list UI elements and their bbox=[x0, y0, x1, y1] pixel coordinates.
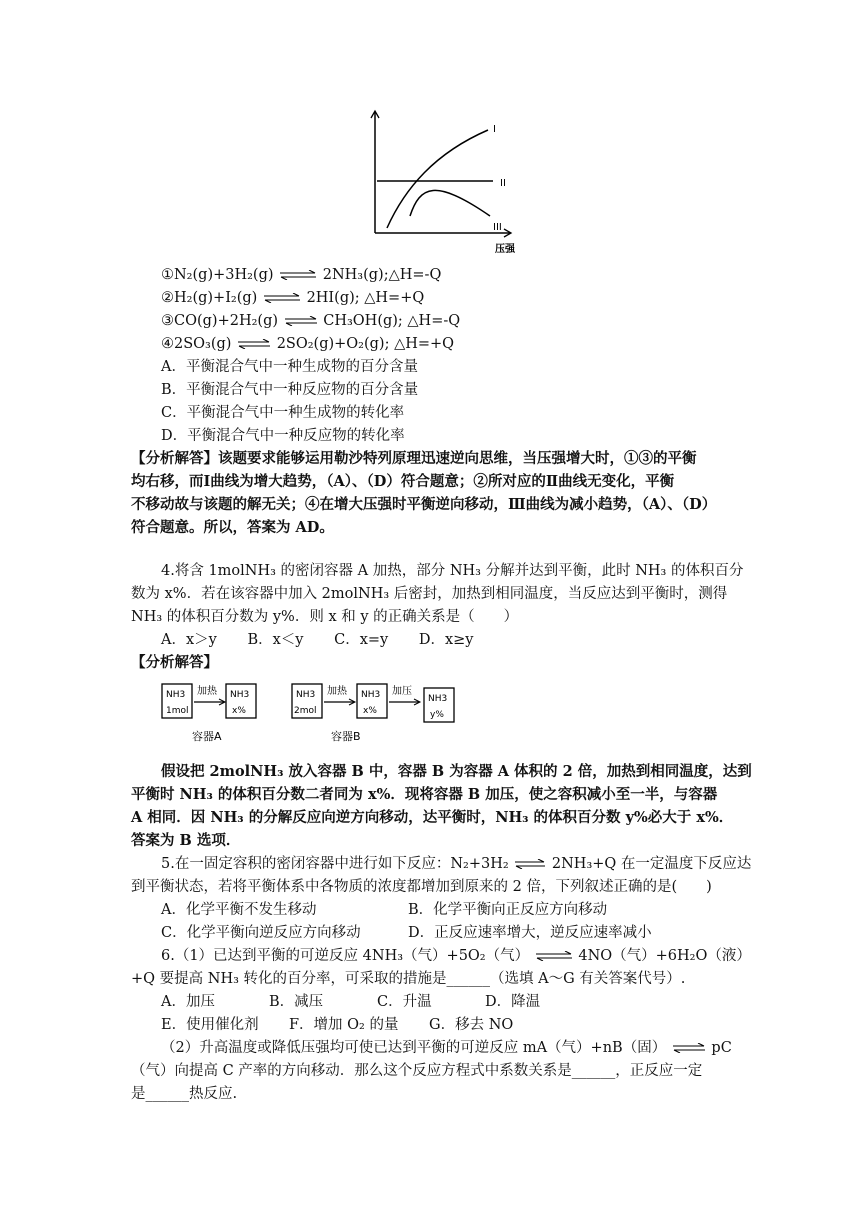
q4-answer-line-3: A 相同．因 NH₃ 的分解反应向逆方向移动，达平衡时，NH₃ 的体积百分数 y%必大于 x%． bbox=[131, 809, 734, 826]
q6-line-2: +Q 要提高 NH₃ 转化的百分率，可采取的措施是______（选填 A～G 有关答案代号）. bbox=[131, 971, 686, 987]
q4-option-c: C．x=y bbox=[334, 632, 389, 648]
q6-part2-line-2: （气）向提高 C 产率的方向移动．那么这个反应方程式中系数关系是______，正反应一定 bbox=[131, 1063, 703, 1079]
q3-analysis-line-3: 不移动故与该题的解无关；④在增大压强时平衡逆向移动，Ⅲ曲线为减小趋势，（A）、（D） bbox=[131, 496, 717, 513]
q6-option-a: A．加压 bbox=[161, 994, 215, 1010]
curve-III bbox=[410, 190, 490, 216]
q5-option-a: A．化学平衡不发生移动 bbox=[161, 902, 317, 918]
q3-option-b: B．平衡混合气中一种反应物的百分含量 bbox=[161, 382, 419, 398]
box-a1-bottom: 1mol bbox=[166, 706, 189, 716]
q4-answer-line-2: 平衡时 NH₃ 的体积百分数二者同为 x%．现将容器 B 加压，使之容积减小至一半，与容器 bbox=[131, 786, 718, 803]
q5-option-d: D．正反应速率增大，逆反应速率减小 bbox=[408, 925, 652, 941]
equilibrium-arrow-icon bbox=[236, 339, 272, 349]
q3-option-c: C．平衡混合气中一种生成物的转化率 bbox=[161, 405, 405, 421]
box-a2-top: NH3 bbox=[230, 690, 250, 700]
box-a2-bottom: x% bbox=[232, 706, 246, 716]
curve-label-III: III bbox=[493, 222, 502, 233]
container-a-label: 容器A bbox=[192, 730, 222, 743]
equilibrium-arrow-icon bbox=[671, 1043, 707, 1053]
q5-line-1: 5.在一固定容积的密闭容器中进行如下反应：N₂+3H₂ 2NH₃+Q 在一定温度下反应达 bbox=[161, 856, 752, 872]
q5-option-b: B．化学平衡向正反应方向移动 bbox=[408, 902, 608, 918]
q5-option-c: C．化学平衡向逆反应方向移动 bbox=[161, 925, 361, 941]
q6-option-g: G．移去 NO bbox=[429, 1017, 514, 1033]
box-b3-top: NH3 bbox=[428, 694, 448, 704]
box-b2-bottom: x% bbox=[363, 706, 377, 716]
q4-answer-line-1: 假设把 2molNH₃ 放入容器 B 中，容器 B 为容器 A 体积的 2 倍，加热到相同温度，达到 bbox=[161, 763, 752, 780]
container-b-label: 容器B bbox=[331, 730, 361, 743]
q6-option-d: D．降温 bbox=[485, 994, 541, 1010]
q4-analysis-title: 【分析解答】 bbox=[131, 654, 218, 671]
q3-analysis-line-2: 均右移，而Ⅰ曲线为增大趋势，（A）、（D）符合题意；②所对应的Ⅱ曲线无变化，平衡 bbox=[131, 473, 675, 490]
equilibrium-arrow-icon bbox=[278, 270, 318, 280]
q4-options bbox=[161, 629, 473, 651]
box-a1-top: NH3 bbox=[166, 690, 186, 700]
arrow-b1-label: 加热 bbox=[327, 686, 347, 697]
q4-option-b: B．x＜y bbox=[247, 632, 304, 648]
q6-options-row-2 bbox=[161, 1014, 513, 1036]
reaction-4: ④2SO₃(g) 2SO₂(g)+O₂(g); △H=+Q bbox=[161, 336, 455, 352]
container-diagram bbox=[158, 680, 468, 748]
q6-part2-line-1: （2）升高温度或降低压强均可使已达到平衡的可逆反应 mA（气）+nB（固） pC bbox=[161, 1040, 732, 1056]
curve-I bbox=[387, 130, 488, 228]
equilibrium-arrow-icon bbox=[283, 316, 319, 326]
reaction-3: ③CO(g)+2H₂(g) CH₃OH(g); △H=-Q bbox=[161, 313, 461, 329]
q4-line-3: NH₃ 的体积百分数为 y%．则 x 和 y 的正确关系是（ ） bbox=[131, 609, 519, 625]
q3-analysis-line-1: 【分析解答】该题要求能够运用勒沙特列原理迅速逆向思维，当压强增大时，①③的平衡 bbox=[131, 450, 697, 467]
equilibrium-arrow-icon bbox=[513, 859, 547, 869]
x-axis-label: 压强 bbox=[495, 244, 515, 255]
q4-option-d: D．x≥y bbox=[418, 632, 474, 648]
curve-label-I: I bbox=[493, 124, 496, 135]
box-b1-bottom: 2mol bbox=[294, 706, 317, 716]
q4-line-2: 数为 x%．若在该容器中加入 2molNH₃ 后密封，加热到相同温度，当反应达到平衡时，测得 bbox=[131, 586, 728, 602]
box-b2-top: NH3 bbox=[361, 690, 381, 700]
q4-option-a: A．x＞y bbox=[161, 632, 217, 648]
reaction-1: ①N₂(g)+3H₂(g) 2NH₃(g);△H=-Q bbox=[161, 267, 442, 283]
pressure-graph bbox=[365, 108, 525, 260]
q6-part2-line-3: 是______热反应. bbox=[131, 1086, 238, 1102]
q6-options-row-1 bbox=[161, 991, 540, 1013]
q4-answer-line-4: 答案为 B 选项． bbox=[131, 832, 241, 849]
q6-option-c: C．升温 bbox=[377, 994, 432, 1010]
box-b3-bottom: y% bbox=[430, 710, 444, 720]
q5-line-2: 到平衡状态，若将平衡体系中各物质的浓度都增加到原来的 2 倍，下列叙述正确的是( ) bbox=[131, 879, 712, 895]
q6-option-f: F．增加 O₂ 的量 bbox=[289, 1017, 399, 1033]
box-b1-top: NH3 bbox=[296, 690, 316, 700]
equilibrium-arrow-icon bbox=[534, 951, 574, 961]
equilibrium-arrow-icon bbox=[262, 293, 302, 303]
reaction-2: ②H₂(g)+I₂(g) 2HI(g); △H=+Q bbox=[161, 290, 425, 306]
q6-line-1: 6.（1）已达到平衡的可逆反应 4NH₃（气）+5O₂（气） 4NO（气）+6H₂O（液） bbox=[161, 948, 751, 964]
curve-label-II: II bbox=[500, 178, 506, 189]
q6-option-e: E．使用催化剂 bbox=[161, 1017, 259, 1033]
q3-option-a: A．平衡混合气中一种生成物的百分含量 bbox=[161, 359, 418, 375]
arrow-a-label: 加热 bbox=[197, 686, 217, 697]
arrow-b2-label: 加压 bbox=[392, 686, 412, 697]
q4-line-1: 4.将含 1molNH₃ 的密闭容器 A 加热，部分 NH₃ 分解并达到平衡，此时 NH₃ 的体积百分 bbox=[161, 563, 744, 579]
q6-option-b: B．减压 bbox=[269, 994, 324, 1010]
q3-analysis-line-4: 符合题意。所以，答案为 AD。 bbox=[131, 519, 334, 536]
q3-option-d: D．平衡混合气中一种反应物的转化率 bbox=[161, 428, 405, 444]
